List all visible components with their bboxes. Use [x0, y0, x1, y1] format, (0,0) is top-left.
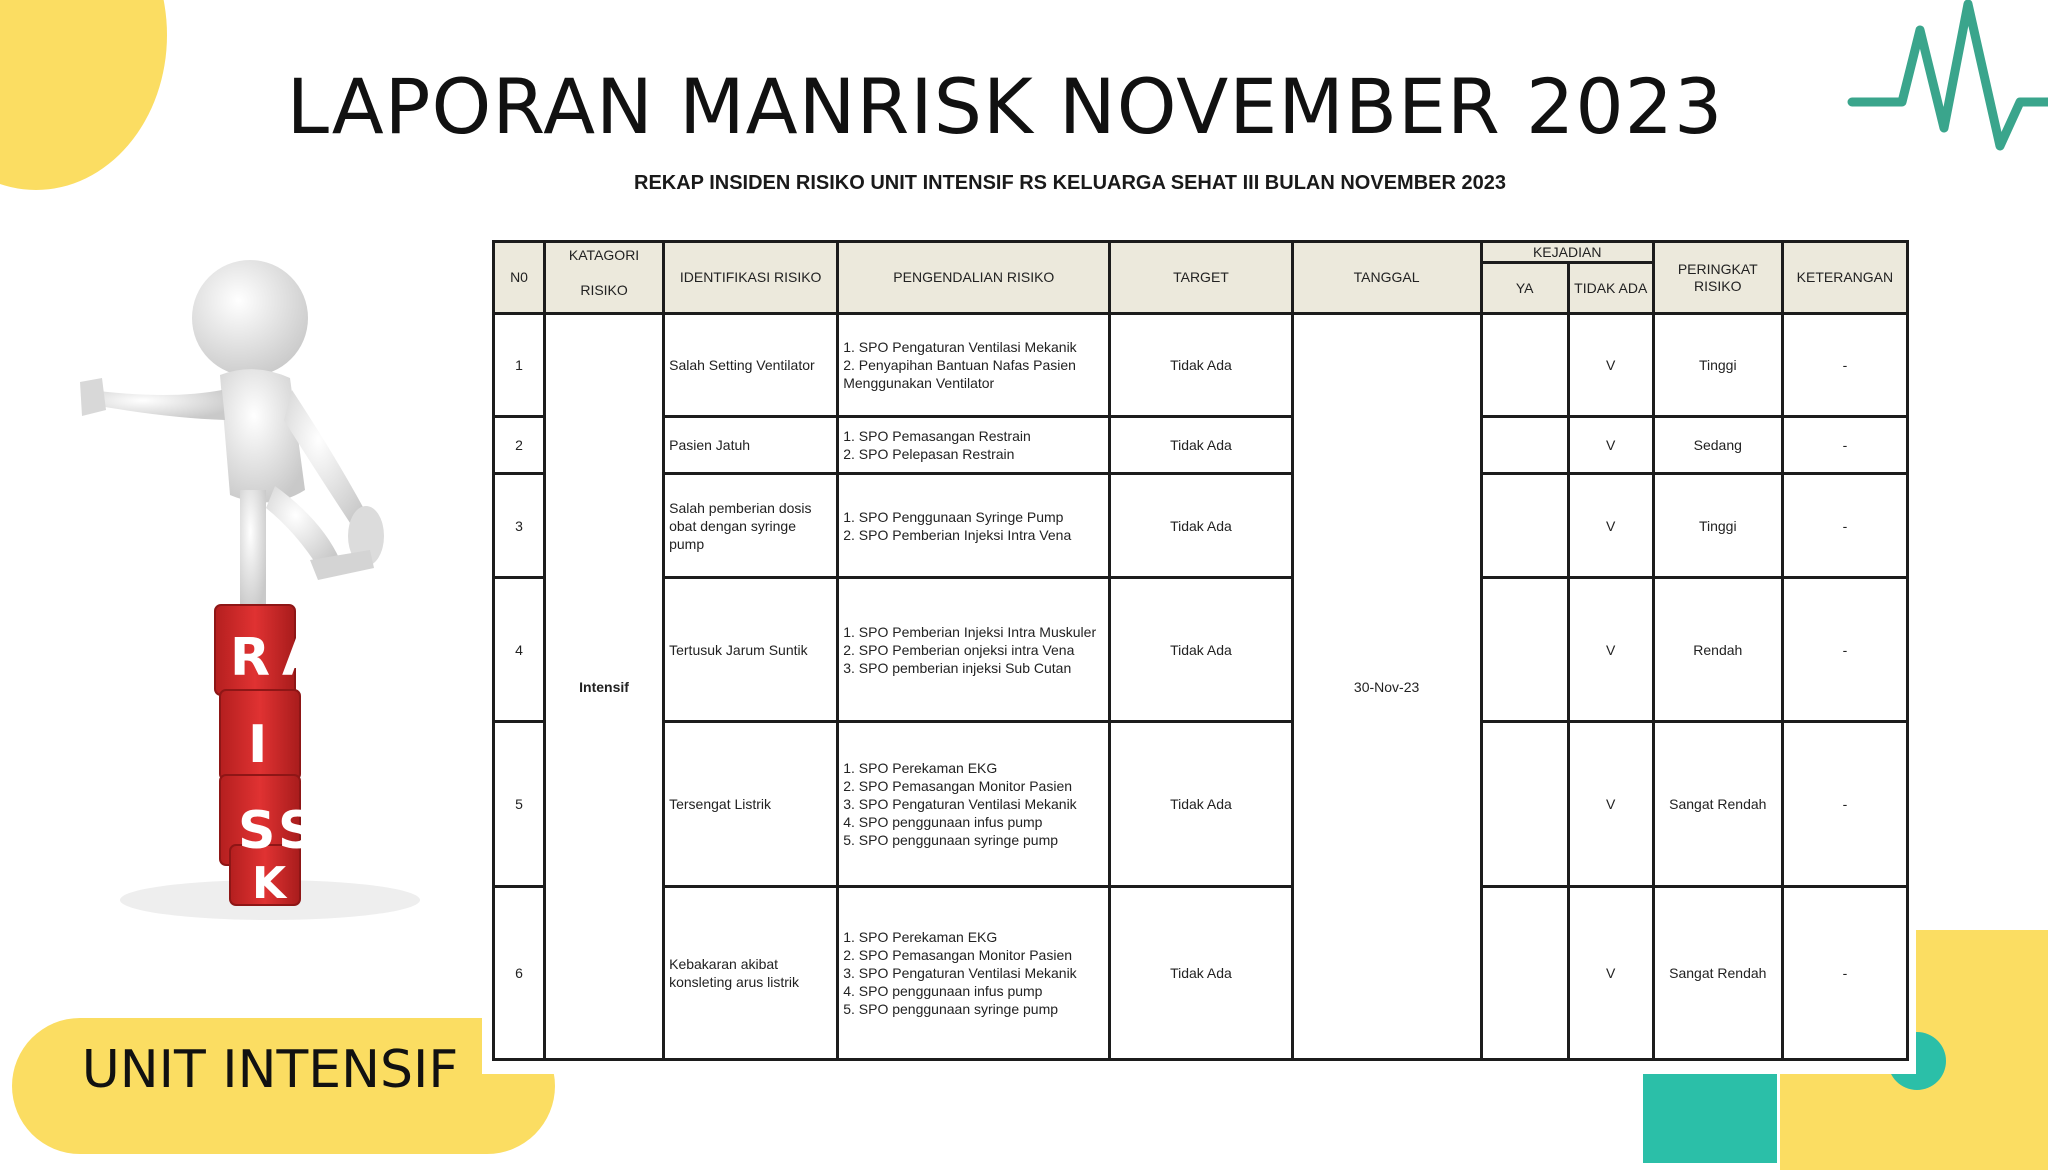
header-kategori-line2: RISIKO: [580, 282, 628, 298]
cell-keterangan: -: [1782, 722, 1907, 887]
cell-no: 4: [494, 578, 545, 722]
cell-no: 5: [494, 722, 545, 887]
cell-target: Tidak Ada: [1110, 887, 1292, 1060]
cell-pengendalian: [838, 578, 1110, 722]
cell-peringkat: Sangat Rendah: [1653, 722, 1782, 887]
pengendalian-line: Menggunakan Ventilator: [843, 375, 995, 391]
cell-pengendalian: [838, 722, 1110, 887]
cell-identifikasi: Tertusuk Jarum Suntik: [664, 578, 838, 722]
cell-ya: [1481, 722, 1568, 887]
svg-text:K: K: [252, 858, 287, 909]
table-row: [494, 417, 1908, 474]
cell-ya: [1481, 578, 1568, 722]
table-header-row: [494, 242, 1908, 263]
svg-text:S: S: [278, 801, 316, 861]
table-row: [494, 474, 1908, 578]
cell-pengendalian: [838, 474, 1110, 578]
cell-target: Tidak Ada: [1110, 417, 1292, 474]
heartbeat-pulse-icon: [1840, 0, 2048, 160]
cell-identifikasi: Pasien Jatuh: [664, 417, 838, 474]
decorative-teal-block: [1643, 1073, 1777, 1163]
pengendalian-line: 1. SPO Pemberian Injeksi Intra Muskuler: [843, 623, 1097, 640]
cell-tidak-ada: V: [1568, 578, 1653, 722]
pengendalian-line: 2. SPO Pemberian onjeksi intra Vena: [843, 641, 1075, 658]
svg-text:I: I: [248, 715, 268, 775]
pengendalian-line: 2. SPO Pemberian Injeksi Intra Vena: [843, 526, 1072, 543]
cell-target: Tidak Ada: [1110, 474, 1292, 578]
cell-tidak-ada: V: [1568, 417, 1653, 474]
cell-pengendalian: [838, 887, 1110, 1060]
header-ya: YA: [1481, 263, 1568, 314]
risk-table: [492, 240, 1909, 1061]
svg-text:R: R: [230, 628, 271, 688]
cell-tanggal: 30-Nov-23: [1292, 314, 1481, 1060]
header-identifikasi: IDENTIFIKASI RISIKO: [664, 242, 838, 314]
cell-kategori: Intensif: [545, 314, 664, 1060]
table-row: [494, 578, 1908, 722]
pengendalian-line: 2. SPO Pemasangan Monitor Pasien: [843, 947, 1073, 963]
pengendalian-line: 3. SPO Pengaturan Ventilasi Mekanik: [843, 965, 1077, 981]
cell-ya: [1481, 474, 1568, 578]
cell-target: Tidak Ada: [1110, 578, 1292, 722]
cell-identifikasi: Salah pemberian dosis obat dengan syringe pump: [664, 474, 838, 578]
header-kategori: [545, 242, 664, 314]
header-tidak-ada: TIDAK ADA: [1568, 263, 1653, 314]
cell-no: 3: [494, 474, 545, 578]
unit-label: UNIT INTENSIF: [81, 1040, 459, 1100]
pengendalian-line: 5. SPO penggunaan syringe pump: [843, 1001, 1059, 1017]
cell-pengendalian: [838, 417, 1110, 474]
cell-no: 1: [494, 314, 545, 417]
cell-identifikasi: Tersengat Listrik: [664, 722, 838, 887]
risk-figure-illustration: [70, 250, 450, 950]
cell-keterangan: -: [1782, 474, 1907, 578]
pengendalian-line: 5. SPO penggunaan syringe pump: [843, 832, 1059, 848]
header-no: N0: [494, 242, 545, 314]
cell-no: 6: [494, 887, 545, 1060]
cell-peringkat: Sangat Rendah: [1653, 887, 1782, 1060]
header-keterangan: KETERANGAN: [1782, 242, 1907, 314]
pengendalian-line: 2. Penyapihan Bantuan Nafas Pasien: [843, 357, 1076, 373]
header-peringkat: PERINGKAT RISIKO: [1653, 242, 1782, 314]
pengendalian-line: 1. SPO Penggunaan Syringe Pump: [843, 508, 1064, 525]
cell-keterangan: -: [1782, 887, 1907, 1060]
header-kategori-line1: KATAGORI: [568, 247, 640, 263]
svg-text:A: A: [282, 628, 323, 688]
table-row: [494, 722, 1908, 887]
cell-tidak-ada: V: [1568, 474, 1653, 578]
cell-tidak-ada: V: [1568, 314, 1653, 417]
pengendalian-line: 1. SPO Pemasangan Restrain: [843, 428, 1031, 444]
pengendalian-line: 4. SPO penggunaan infus pump: [843, 814, 1043, 830]
header-kejadian: KEJADIAN: [1481, 242, 1653, 263]
header-target: TARGET: [1110, 242, 1292, 314]
cell-ya: [1481, 887, 1568, 1060]
cell-peringkat: Rendah: [1653, 578, 1782, 722]
table-row: [494, 314, 1908, 417]
svg-text:S: S: [238, 801, 276, 861]
table-subtitle: REKAP INSIDEN RISIKO UNIT INTENSIF RS KELUARGA SEHAT III BULAN NOVEMBER 2023: [634, 172, 1506, 194]
cell-peringkat: Tinggi: [1653, 474, 1782, 578]
pengendalian-line: 4. SPO penggunaan infus pump: [843, 983, 1043, 999]
pengendalian-line: 1. SPO Perekaman EKG: [843, 929, 998, 945]
cell-no: 2: [494, 417, 545, 474]
cell-target: Tidak Ada: [1110, 722, 1292, 887]
header-pengendalian: PENGENDALIAN RISIKO: [838, 242, 1110, 314]
pengendalian-line: 2. SPO Pemasangan Monitor Pasien: [843, 778, 1073, 794]
cell-tidak-ada: V: [1568, 887, 1653, 1060]
cell-pengendalian: [838, 314, 1110, 417]
cell-ya: [1481, 417, 1568, 474]
page-title: LAPORAN MANRISK NOVEMBER 2023: [286, 62, 1724, 151]
cell-keterangan: -: [1782, 578, 1907, 722]
pengendalian-line: 3. SPO pemberian injeksi Sub Cutan: [843, 659, 1072, 676]
decorative-yellow-circle: [0, 0, 167, 190]
cell-identifikasi: Kebakaran akibat konsleting arus listrik: [664, 887, 838, 1060]
cell-target: Tidak Ada: [1110, 314, 1292, 417]
pengendalian-line: 2. SPO Pelepasan Restrain: [843, 446, 1015, 462]
cell-tidak-ada: V: [1568, 722, 1653, 887]
cell-ya: [1481, 314, 1568, 417]
cell-peringkat: Tinggi: [1653, 314, 1782, 417]
table-row: [494, 887, 1908, 1060]
pengendalian-line: 1. SPO Pengaturan Ventilasi Mekanik: [843, 339, 1077, 355]
pengendalian-line: 3. SPO Pengaturan Ventilasi Mekanik: [843, 796, 1077, 812]
cell-identifikasi: Salah Setting Ventilator: [664, 314, 838, 417]
pengendalian-line: 1. SPO Perekaman EKG: [843, 760, 998, 776]
header-tanggal: TANGGAL: [1292, 242, 1481, 314]
cell-keterangan: -: [1782, 417, 1907, 474]
cell-keterangan: -: [1782, 314, 1907, 417]
cell-peringkat: Sedang: [1653, 417, 1782, 474]
